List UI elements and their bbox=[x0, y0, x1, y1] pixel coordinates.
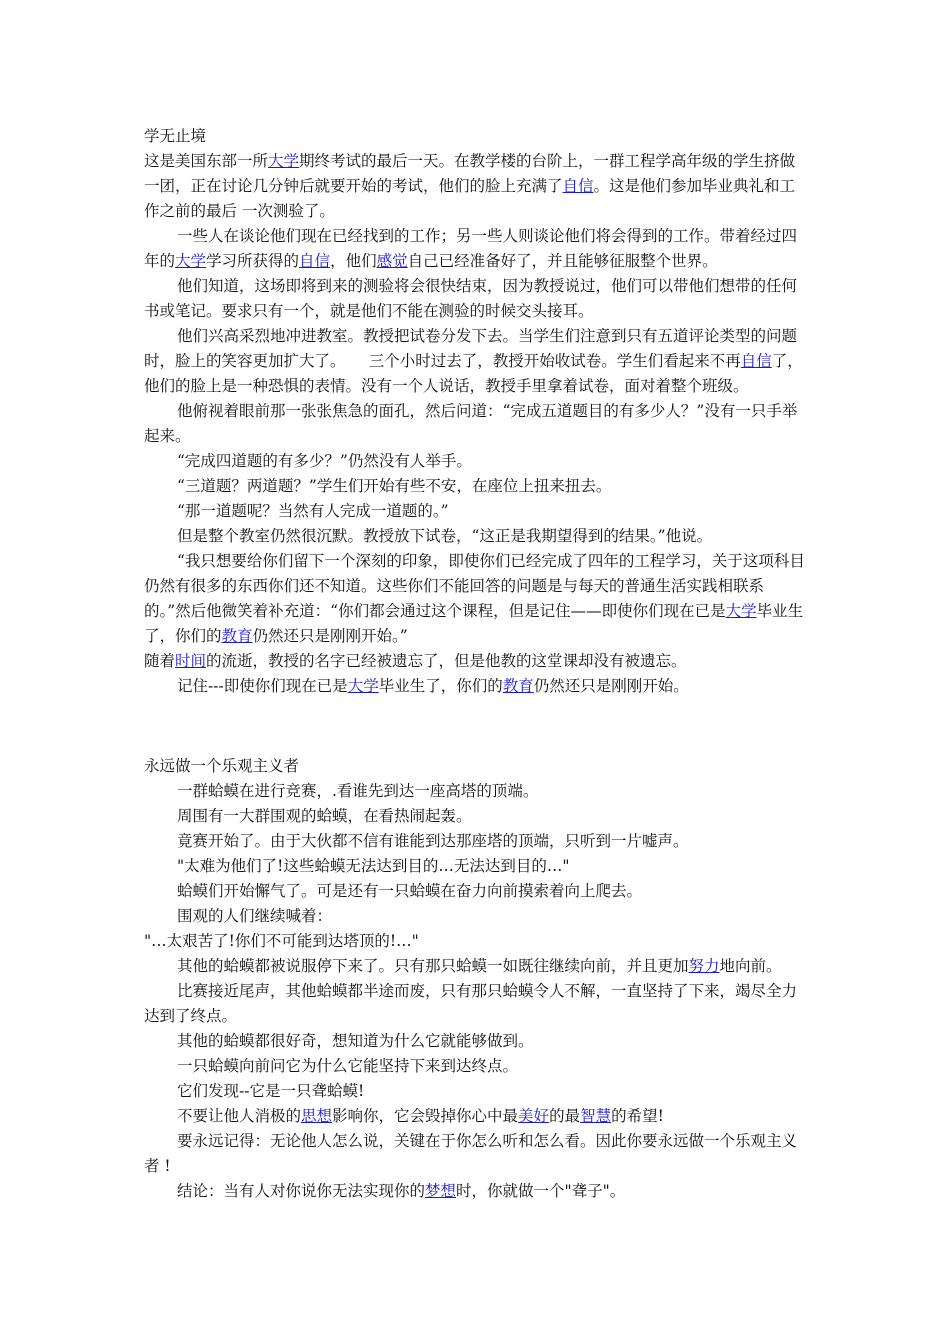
keyword-link[interactable]: 自信 bbox=[562, 177, 594, 195]
keyword-link[interactable]: 大学 bbox=[268, 152, 300, 170]
text-run: 。这是他们参加毕业典礼和工作之前的最后 一次测验了。 bbox=[144, 177, 796, 220]
paragraph bbox=[144, 1079, 810, 1104]
paragraph bbox=[144, 499, 810, 524]
text-run: 比赛接近尾声，其他蛤蟆都半途而废，只有那只蛤蟆令人不解，一直坚持了下来，竭尽全力达到了终点。 bbox=[144, 982, 798, 1025]
paragraph bbox=[144, 879, 810, 904]
text-run: 了，他们的脸上是一种恐惧的表情。没有一个人说话，教授手里拿着试卷，面对着整个班级。 bbox=[144, 352, 803, 395]
text-run: 其他的蛤蟆都被说服停下来了。只有那只蛤蟆一如既往继续向前，并且更加 bbox=[177, 957, 689, 975]
paragraph bbox=[144, 399, 810, 449]
keyword-link[interactable]: 大学 bbox=[175, 252, 207, 270]
text-run: “我只想要给你们留下一个深刻的印象，即使你们已经完成了四年的工程学习，关于这项科目仍然有很多的东西你们还不知道。这些你们不能回答的问题是与每天的普通生活实践相联系的。”然后他微笑着补充道：“你们都会通过这个课程，但是记住——即使你们现在已是 bbox=[144, 552, 805, 620]
text-run: 他俯视着眼前那一张张焦急的面孔，然后问道：“完成五道题目的有多少人？”没有一只手举起来。 bbox=[144, 402, 798, 445]
text-run: 一些人在谈论他们现在已经找到的工作；另一些人则谈论他们将会得到的工作。带着经过四年的 bbox=[144, 227, 798, 270]
text-run: “三道题？两道题？”学生们开始有些不安，在座位上扭来扭去。 bbox=[177, 477, 612, 495]
keyword-link[interactable]: 智慧 bbox=[580, 1107, 612, 1125]
paragraph bbox=[144, 674, 810, 699]
text-run: 要永远记得：无论他人怎么说，关键在于你怎么听和怎么看。因此你要永远做一个乐观主义者 ! bbox=[144, 1132, 798, 1175]
text-run: 但是整个教室仍然很沉默。教授放下试卷，“这正是我期望得到的结果。”他说。 bbox=[177, 527, 713, 545]
text-run: 他们兴高采烈地冲进教室。教授把试卷分发下去。当学生们注意到只有五道评论类型的问题时，脸上的笑容更加扩大了。 三个小时过去了，教授开始收试卷。学生们看起来不再 bbox=[144, 327, 798, 370]
keyword-link[interactable]: 感觉 bbox=[376, 252, 408, 270]
text-run: 地向前。 bbox=[719, 957, 782, 975]
text-run: 的最 bbox=[549, 1107, 581, 1125]
text-run: 影响你，它会毁掉你心中最 bbox=[332, 1107, 519, 1125]
text-run: 仍然还只是刚刚开始。 bbox=[533, 677, 689, 695]
paragraph bbox=[144, 149, 810, 224]
text-run: 它们发现--它是一只聋蛤蟆! bbox=[177, 1082, 365, 1100]
paragraph bbox=[144, 904, 810, 929]
article bbox=[144, 124, 810, 699]
text-run: "…太艰苦了!你们不可能到达塔顶的!…" bbox=[144, 932, 419, 950]
text-run: 一只蛤蟆向前问它为什么它能坚持下来到达终点。 bbox=[177, 1057, 519, 1075]
text-run: 时，你就做一个"聋子"。 bbox=[456, 1182, 626, 1200]
text-run: 不要让他人消极的 bbox=[177, 1107, 302, 1125]
paragraph bbox=[144, 854, 810, 879]
paragraph bbox=[144, 804, 810, 829]
paragraph bbox=[144, 224, 810, 274]
paragraph bbox=[144, 954, 810, 979]
text-run: 自己已经准备好了，并且能够征服整个世界。 bbox=[407, 252, 718, 270]
paragraph bbox=[144, 549, 810, 649]
paragraph bbox=[144, 1104, 810, 1129]
paragraph bbox=[144, 649, 810, 674]
text-run: 蛤蟆们开始懈气了。可是还有一只蛤蟆在奋力向前摸索着向上爬去。 bbox=[177, 882, 643, 900]
text-run: 记住---即使你们现在已是 bbox=[177, 677, 348, 695]
paragraph bbox=[144, 1029, 810, 1054]
paragraph bbox=[144, 474, 810, 499]
text-run: 毕业生了，你们的 bbox=[378, 677, 503, 695]
paragraph bbox=[144, 324, 810, 399]
text-run: “完成四道题的有多少？”仍然没有人举手。 bbox=[177, 452, 472, 470]
keyword-link[interactable]: 努力 bbox=[688, 957, 720, 975]
keyword-link[interactable]: 思想 bbox=[301, 1107, 333, 1125]
document-body bbox=[144, 124, 810, 1204]
paragraph bbox=[144, 829, 810, 854]
text-run: 毕业生了，你们的 bbox=[144, 602, 804, 645]
text-run: 其他的蛤蟆都很好奇，想知道为什么它就能够做到。 bbox=[177, 1032, 534, 1050]
paragraph bbox=[144, 1054, 810, 1079]
text-run: 随着 bbox=[144, 652, 176, 670]
keyword-link[interactable]: 梦想 bbox=[425, 1182, 457, 1200]
paragraph bbox=[144, 524, 810, 549]
keyword-link[interactable]: 时间 bbox=[175, 652, 207, 670]
article bbox=[144, 754, 810, 1204]
paragraph bbox=[144, 1179, 810, 1204]
text-run: 仍然还只是刚刚开始。” bbox=[252, 627, 408, 645]
paragraph bbox=[144, 929, 810, 954]
text-run: 周围有一大群围观的蛤蟆，在看热闹起轰。 bbox=[177, 807, 472, 825]
text-run: 围观的人们继续喊着： bbox=[177, 907, 333, 925]
text-run: 期终考试的最后一天。在教学楼的台阶上，一群工程学高年级的学生挤做一团，正在讨论几分钟后就要开始的考试，他们的脸上充满了 bbox=[144, 152, 796, 195]
keyword-link[interactable]: 美好 bbox=[518, 1107, 550, 1125]
keyword-link[interactable]: 自信 bbox=[740, 352, 772, 370]
keyword-link[interactable]: 大学 bbox=[347, 677, 379, 695]
section-spacer bbox=[144, 699, 810, 754]
keyword-link[interactable]: 自信 bbox=[299, 252, 331, 270]
keyword-link[interactable]: 教育 bbox=[502, 677, 534, 695]
text-run: 这是美国东部一所 bbox=[144, 152, 269, 170]
text-run: "太难为他们了!这些蛤蟆无法达到目的…无法达到目的…" bbox=[177, 857, 570, 875]
article-title: 学无止境 bbox=[144, 127, 207, 145]
text-run: 的希望! bbox=[611, 1107, 664, 1125]
paragraph bbox=[144, 979, 810, 1029]
text-run: ，他们 bbox=[330, 252, 377, 270]
text-run: 学习所获得的 bbox=[206, 252, 300, 270]
text-run: 竟赛开始了。由于大伙都不信有谁能到达那座塔的顶端，只听到一片嘘声。 bbox=[177, 832, 689, 850]
text-run: 一群蛤蟆在进行竞赛，.看谁先到达一座高塔的顶端。 bbox=[177, 782, 539, 800]
paragraph bbox=[144, 1129, 810, 1179]
text-run: 的流逝，教授的名字已经被遗忘了，但是他教的这堂课却没有被遗忘。 bbox=[206, 652, 687, 670]
paragraph bbox=[144, 449, 810, 474]
text-run: 结论：当有人对你说你无法实现你的 bbox=[177, 1182, 426, 1200]
text-run: “那一道题呢？当然有人完成一道题的。” bbox=[177, 502, 449, 520]
keyword-link[interactable]: 教育 bbox=[221, 627, 253, 645]
text-run: 他们知道，这场即将到来的测验将会很快结束，因为教授说过，他们可以带他们想带的任何书或笔记。要求只有一个，就是他们不能在测验的时候交头接耳。 bbox=[144, 277, 798, 320]
paragraph bbox=[144, 274, 810, 324]
paragraph bbox=[144, 779, 810, 804]
keyword-link[interactable]: 大学 bbox=[725, 602, 757, 620]
article-title: 永远做一个乐观主义者 bbox=[144, 757, 300, 775]
